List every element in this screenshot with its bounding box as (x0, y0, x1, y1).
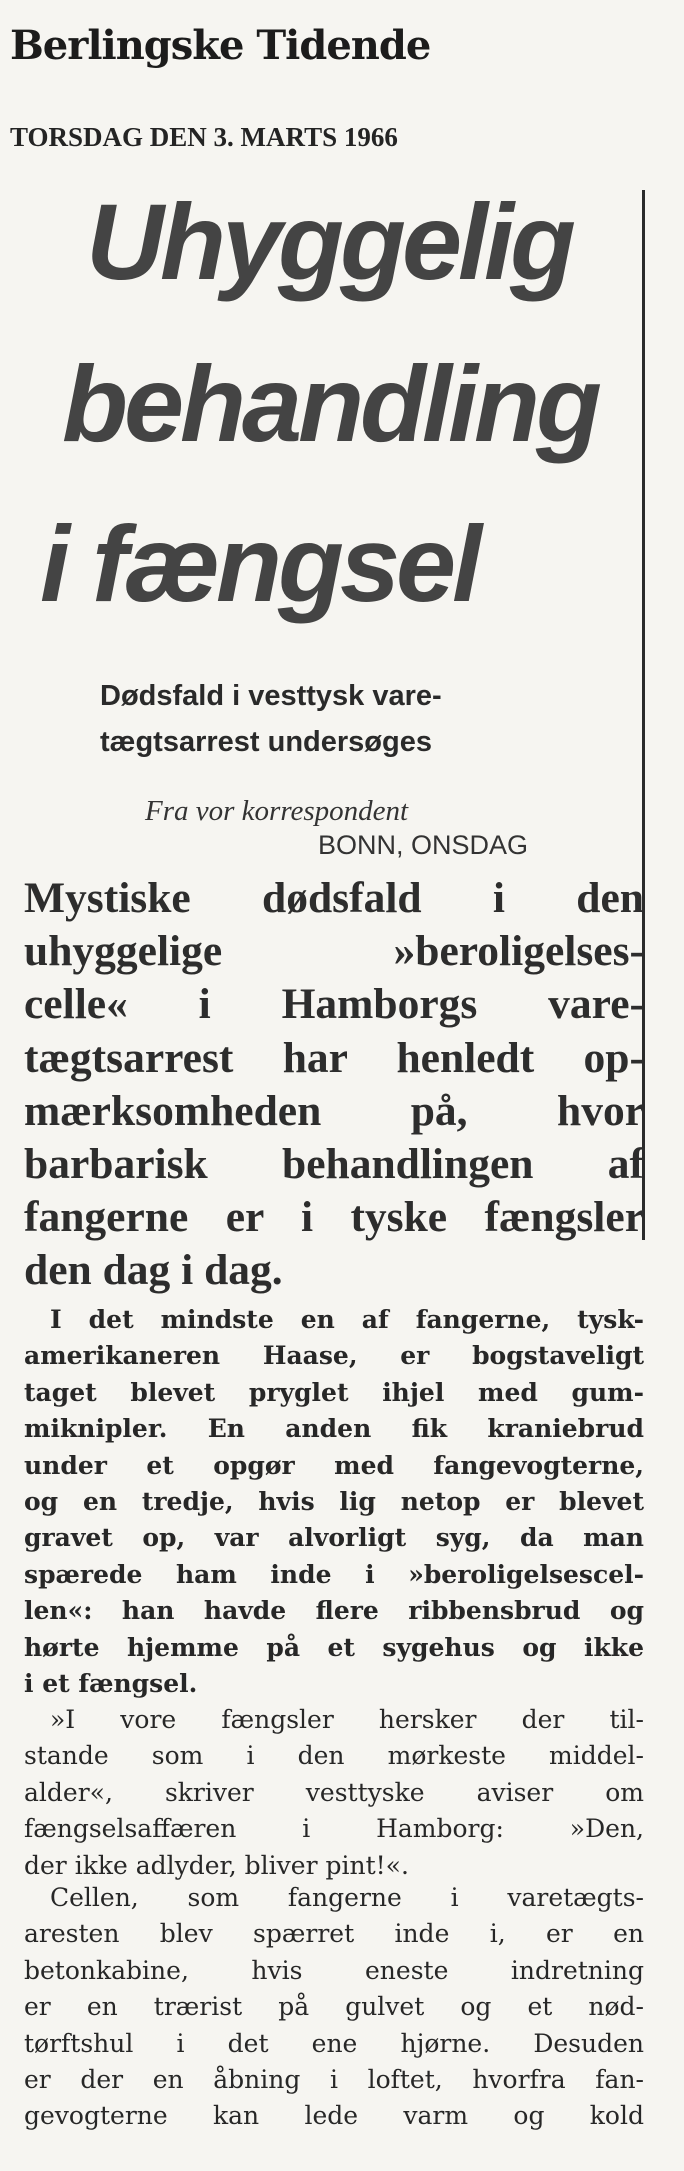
lead-line: Mystiske dødsfald i den (24, 874, 644, 922)
body-line: fængselsaffæren i Hamborg: »Den, (24, 1814, 644, 1844)
body-line: stande som i den mørkeste middel- (24, 1741, 644, 1771)
body-paragraph-3 (24, 1880, 644, 2135)
body-line: len«: han havde flere ribbensbrud og (24, 1596, 644, 1626)
subheadline-line-2: tægtsarrest undersøges (100, 726, 432, 758)
body-line: i et fængsel. (24, 1669, 198, 1699)
lead-line: celle« i Hamborgs vare- (24, 980, 644, 1029)
body-paragraph-2 (24, 1702, 644, 1884)
body-line: betonkabine, hvis eneste indretning (24, 1955, 644, 1985)
body-line: gevogterne kan lede varm og kold (24, 2101, 644, 2131)
body-line: »I vore fængsler hersker der til- (50, 1705, 644, 1734)
body-line: gravet op, var alvorligt syg, da man (24, 1523, 644, 1553)
body-line: og en tredje, hvis lig netop er blevet (24, 1487, 644, 1517)
lead-line: tægtsarrest har henledt op- (24, 1033, 644, 1082)
body-line: aresten blev spærret inde i, er en (24, 1919, 644, 1949)
lead-paragraph (24, 872, 644, 1298)
lead-line: mærksomheden på, hvor (24, 1086, 644, 1135)
headline-line-1: Uhyggelig (86, 181, 573, 302)
headline-line-3: i fængsel (40, 503, 479, 624)
body-paragraph-1 (24, 1302, 644, 1702)
body-line: er der en åbning i loftet, hvorfra fan- (24, 2065, 644, 2095)
lead-line: fangerne er i tyske fængsler (24, 1193, 644, 1242)
lead-line: den dag i dag. (24, 1246, 283, 1295)
body-line: alder«, skriver vesttyske aviser om (24, 1777, 644, 1807)
body-line: er en trærist på gulvet og et nød- (24, 1992, 644, 2022)
subheadline-line-1: Dødsfald i vesttysk vare- (100, 680, 442, 712)
dateline: TORSDAG DEN 3. MARTS 1966 (10, 122, 398, 152)
body-line: tørftshul i det ene hjørne. Desuden (24, 2028, 644, 2058)
body-line: I det mindste en af fangerne, tysk- (50, 1305, 644, 1334)
headline-line-2: behandling (62, 343, 598, 464)
body-line: amerikaneren Haase, er bogstaveligt (24, 1341, 644, 1371)
body-line: spærede ham inde i »beroligelsescel- (24, 1559, 644, 1589)
location-dateline: BONN, ONSDAG (318, 830, 529, 860)
byline: Fra vor korrespondent (145, 795, 409, 827)
body-line: der ikke adlyder, bliver pint!«. (24, 1850, 409, 1880)
body-line: hørte hjemme på et sygehus og ikke (24, 1632, 644, 1662)
lead-line: barbarisk behandlingen af (24, 1140, 644, 1189)
body-line: miknipler. En anden fik kraniebrud (24, 1414, 644, 1444)
body-line: Cellen, som fangerne i varetægts- (50, 1883, 644, 1912)
masthead: Berlingske Tidende (10, 22, 431, 69)
body-line: under et opgør med fangevogterne, (24, 1450, 644, 1480)
body-line: taget blevet pryglet ihjel med gum- (24, 1377, 644, 1407)
lead-line: uhyggelige »beroligelses- (24, 927, 644, 976)
